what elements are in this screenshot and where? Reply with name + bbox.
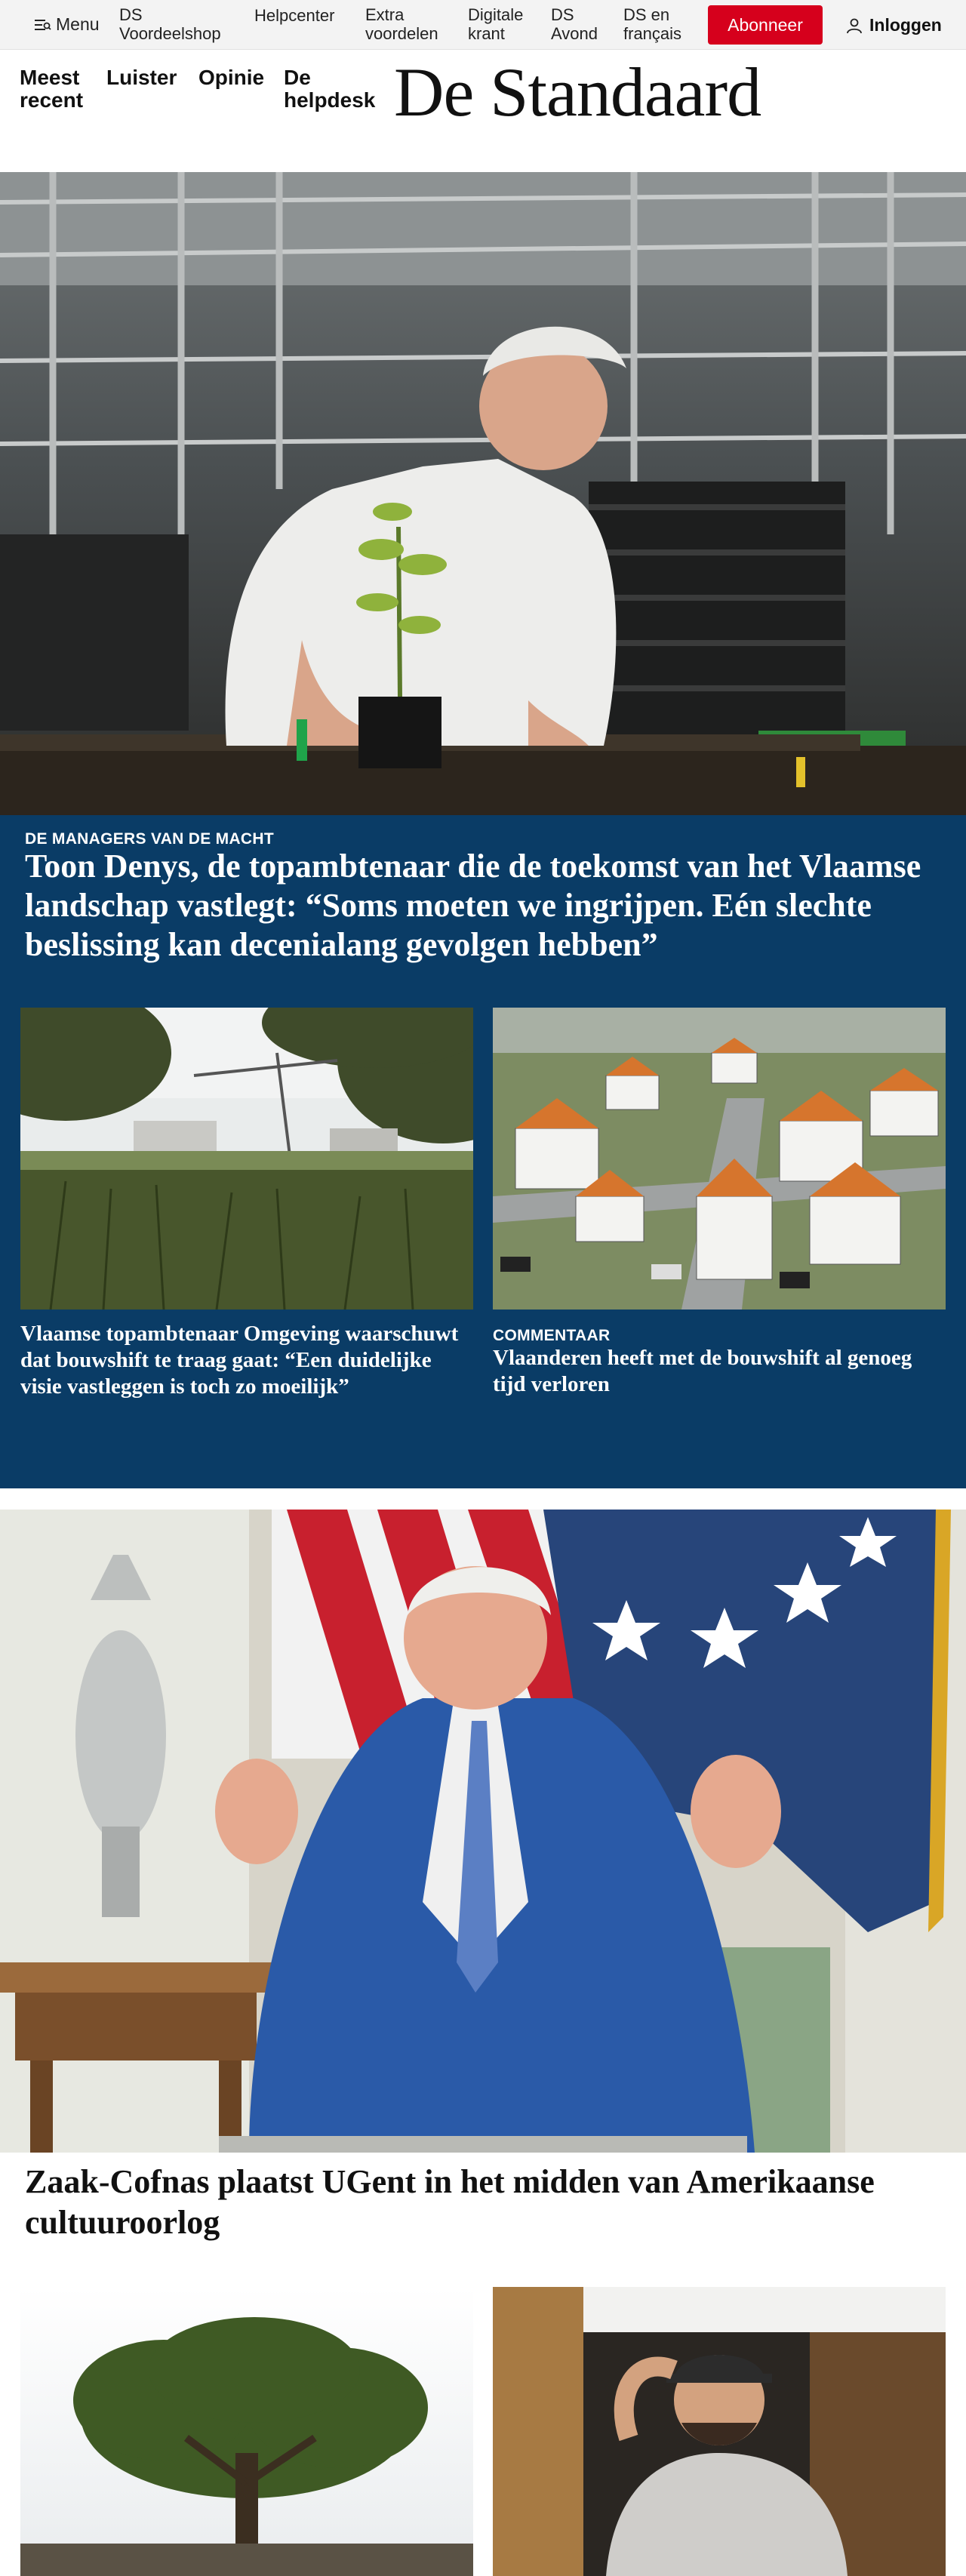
user-icon (845, 17, 863, 35)
link-label: Extra (365, 5, 405, 24)
hero-photo-greenhouse[interactable] (0, 172, 966, 815)
link-extra-voordelen[interactable] (365, 5, 438, 43)
feature-kicker: DE MANAGERS VAN DE MACHT (25, 830, 274, 848)
link-label: Avond (551, 24, 598, 43)
link-label: voordelen (365, 24, 438, 43)
login-button[interactable] (845, 15, 942, 35)
link-label: DS en (623, 5, 670, 24)
link-ds-voordeelshop[interactable] (119, 5, 221, 43)
link-label: français (623, 24, 682, 43)
link-ds-en-francais[interactable] (623, 5, 681, 43)
link-label: krant (468, 24, 505, 43)
link-label: Digitale (468, 5, 524, 24)
nav-label: helpdesk (284, 88, 376, 112)
related-photo-construction[interactable] (20, 1008, 473, 1310)
nav-label: recent (20, 88, 84, 112)
nav-label: De (284, 66, 311, 89)
nav-label: Luister (106, 66, 177, 89)
link-digitale-krant[interactable] (468, 5, 523, 43)
link-label: DS (119, 5, 143, 24)
menu-icon (35, 19, 51, 31)
link-ds-avond[interactable] (551, 5, 598, 43)
login-label: Inloggen (869, 15, 942, 35)
story-photo-tree[interactable] (20, 2287, 473, 2576)
story-photo-man-cap[interactable] (493, 2287, 946, 2576)
subscribe-button[interactable] (708, 5, 823, 45)
related-kicker-2: COMMENTAAR (493, 1327, 611, 1344)
related-headline-1[interactable]: Vlaamse topambtenaar Omgeving waarschuwt dat bouwshift te traag gaat: “Een duidelijke visie vastleggen is toch zo moeilijk” (20, 1322, 459, 1399)
top-utility-bar (0, 0, 966, 50)
nav-luister[interactable] (106, 66, 177, 89)
feature-headline[interactable]: Toon Denys, de topambtenaar die de toekomst van het Vlaamse landschap vastlegt: “Soms moeten we ingrijpen. Eén slechte beslissing kan decenialang gevolgen hebben” (25, 848, 921, 963)
nav-helpdesk[interactable] (284, 66, 375, 112)
nav-label: Opinie (198, 66, 265, 89)
related-headline-2[interactable]: Vlaanderen heeft met de bouwshift al genoeg tijd verloren (493, 1346, 912, 1396)
menu-label: Menu (56, 14, 100, 34)
subscribe-label: Abonneer (728, 14, 803, 35)
link-label: Helpcenter (254, 6, 335, 25)
nav-opinie[interactable] (198, 66, 264, 89)
story-headline[interactable]: Zaak-Cofnas plaatst UGent in het midden van Amerikaanse cultuuroorlog (25, 2163, 875, 2241)
link-label: DS (551, 5, 574, 24)
link-helpcenter[interactable] (254, 6, 334, 25)
story-photo-ambassador[interactable] (0, 1510, 966, 2153)
link-label: Voordeelshop (119, 24, 221, 43)
nav-label: Meest (20, 66, 80, 89)
site-logo[interactable]: De Standaard (394, 54, 761, 131)
menu-button[interactable] (35, 15, 100, 34)
related-photo-houses[interactable] (493, 1008, 946, 1310)
nav-meest-recent[interactable] (20, 66, 83, 112)
